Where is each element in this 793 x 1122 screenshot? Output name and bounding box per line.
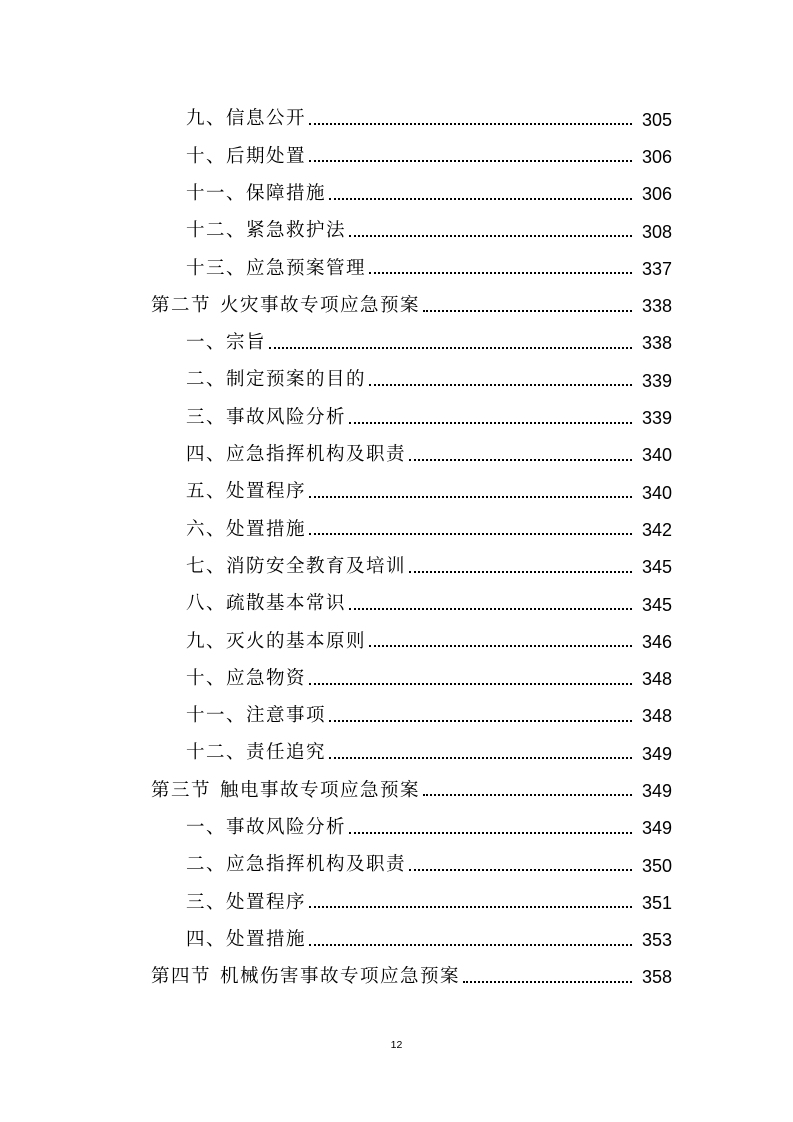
toc-entry[interactable] (0, 511, 793, 548)
toc-entry[interactable] (0, 549, 793, 586)
toc-entry-text: 十一、保障措施 (186, 182, 327, 204)
toc-dot-leader (309, 944, 632, 946)
toc-entry-title (186, 595, 346, 614)
toc-entry-title (186, 667, 307, 689)
toc-entry[interactable] (0, 698, 793, 735)
toc-dot-leader (309, 160, 632, 162)
toc-page-number: 346 (641, 631, 672, 652)
toc-page-number: 349 (641, 780, 672, 801)
toc-dot-leader (423, 310, 632, 312)
toc-entry[interactable] (0, 660, 793, 697)
toc-dot-leader (329, 720, 632, 722)
toc-entry-text: 十、应急物资 (186, 667, 307, 689)
toc-entry-text: 二、制定预案的目的 (186, 369, 367, 391)
toc-section-number: 第二节 (151, 294, 212, 316)
toc-entry-title (151, 779, 421, 801)
toc-entry[interactable] (0, 399, 793, 436)
toc-page-number: 348 (641, 706, 672, 727)
toc-entry-title (186, 744, 326, 763)
toc-dot-leader (309, 683, 632, 685)
toc-dot-leader (423, 794, 632, 796)
toc-page-number: 350 (641, 855, 672, 876)
toc-page-number: 340 (641, 445, 672, 466)
toc-entry[interactable] (0, 847, 793, 884)
toc-entry-text: 火灾事故专项应急预案 (220, 294, 421, 316)
toc-entry-text: 触电事故专项应急预案 (220, 779, 421, 801)
toc-dot-leader (349, 422, 632, 424)
toc-page-number: 351 (641, 892, 672, 913)
toc-entry-title (186, 555, 407, 577)
toc-entry-text: 十一、注意事项 (186, 705, 327, 727)
toc-entry-text: 三、处置程序 (186, 891, 307, 913)
toc-entry-title (186, 446, 406, 465)
toc-section-entry[interactable] (0, 287, 793, 324)
toc-entry[interactable] (0, 586, 793, 623)
toc-dot-leader (309, 123, 632, 125)
toc-section-entry[interactable] (0, 959, 793, 996)
toc-dot-leader (349, 235, 632, 237)
toc-page-number: 349 (641, 743, 672, 764)
toc-dot-leader (309, 496, 632, 498)
toc-entry[interactable] (0, 325, 793, 362)
toc-entry-title (186, 334, 266, 353)
toc-dot-leader (369, 384, 632, 386)
toc-entry-title (186, 483, 306, 502)
toc-dot-leader (409, 869, 632, 871)
toc-entry-title (186, 518, 307, 540)
toc-entry-text: 五、处置程序 (186, 481, 307, 503)
toc-page-number: 358 (641, 967, 672, 988)
toc-dot-leader (369, 645, 632, 647)
table-of-contents (0, 101, 793, 996)
toc-dot-leader (329, 757, 632, 759)
toc-entry-title (186, 257, 367, 279)
toc-page-number: 349 (641, 818, 672, 839)
toc-entry-title (186, 707, 326, 726)
page-number: 12 (390, 1039, 403, 1051)
toc-entry-text: 四、处置措施 (186, 928, 307, 950)
toc-entry-title (186, 110, 306, 129)
toc-entry-text: 六、处置措施 (186, 518, 307, 540)
toc-dot-leader (309, 906, 632, 908)
toc-dot-leader (369, 272, 632, 274)
toc-page-number: 339 (641, 370, 672, 391)
toc-entry[interactable] (0, 250, 793, 287)
toc-entry-text: 七、消防安全教育及培训 (186, 555, 407, 577)
toc-page-number: 353 (641, 930, 672, 951)
toc-entry-title (186, 182, 327, 204)
toc-dot-leader (329, 198, 632, 200)
toc-entry-title (186, 371, 366, 390)
toc-page-number: 345 (641, 594, 672, 615)
toc-page-number: 338 (641, 333, 672, 354)
toc-entry-title (151, 294, 421, 316)
toc-page-number: 340 (641, 482, 672, 503)
toc-page-number: 345 (641, 557, 672, 578)
toc-entry-text: 十、后期处置 (186, 145, 307, 167)
toc-section-entry[interactable] (0, 772, 793, 809)
toc-entry-title (186, 891, 307, 913)
toc-entry-title (186, 856, 406, 875)
toc-page-number: 306 (641, 184, 672, 205)
toc-page-number: 342 (641, 519, 672, 540)
toc-dot-leader (409, 571, 632, 573)
toc-page-number: 306 (641, 146, 672, 167)
toc-dot-leader (269, 347, 632, 349)
toc-entry-text: 一、事故风险分析 (186, 817, 347, 839)
toc-entry-text: 四、应急指挥机构及职责 (186, 444, 407, 466)
toc-entry-text: 九、灭火的基本原则 (186, 630, 367, 652)
toc-dot-leader (349, 832, 632, 834)
toc-entry-text: 十三、应急预案管理 (186, 257, 367, 279)
toc-entry-title (186, 630, 367, 652)
toc-page-number: 305 (641, 109, 672, 130)
toc-entry-title (186, 928, 307, 950)
toc-page-number: 339 (641, 408, 672, 429)
toc-entry-text: 八、疏散基本常识 (186, 593, 347, 615)
toc-entry[interactable] (0, 362, 793, 399)
toc-entry[interactable] (0, 101, 793, 138)
toc-page-number: 337 (641, 258, 672, 279)
toc-entry[interactable] (0, 735, 793, 772)
toc-entry-title (186, 222, 346, 241)
toc-entry[interactable] (0, 437, 793, 474)
toc-entry[interactable] (0, 623, 793, 660)
toc-entry-text: 三、事故风险分析 (186, 406, 347, 428)
toc-entry-title (186, 819, 346, 838)
toc-entry[interactable] (0, 213, 793, 250)
toc-entry-title (186, 145, 307, 167)
toc-entry-text: 十二、责任追究 (186, 742, 327, 764)
toc-entry[interactable] (0, 922, 793, 959)
toc-page-number: 308 (641, 221, 672, 242)
toc-entry-text: 九、信息公开 (186, 108, 307, 130)
toc-entry-text: 二、应急指挥机构及职责 (186, 854, 407, 876)
toc-dot-leader (409, 459, 632, 461)
toc-entry[interactable] (0, 474, 793, 511)
toc-entry-title (186, 406, 347, 428)
toc-dot-leader (309, 533, 632, 535)
toc-entry-text: 十二、紧急救护法 (186, 220, 347, 242)
toc-dot-leader (349, 608, 632, 610)
toc-entry-text: 机械伤害事故专项应急预案 (220, 966, 461, 988)
toc-entry[interactable] (0, 138, 793, 175)
toc-section-number: 第四节 (151, 966, 212, 988)
toc-entry[interactable] (0, 884, 793, 921)
toc-dot-leader (463, 981, 632, 983)
toc-page-number: 338 (641, 296, 672, 317)
toc-entry-title (151, 968, 460, 987)
toc-entry-text: 一、宗旨 (186, 332, 267, 354)
toc-page-number: 348 (641, 669, 672, 690)
toc-section-number: 第三节 (151, 779, 212, 801)
toc-entry[interactable] (0, 176, 793, 213)
toc-entry[interactable] (0, 810, 793, 847)
